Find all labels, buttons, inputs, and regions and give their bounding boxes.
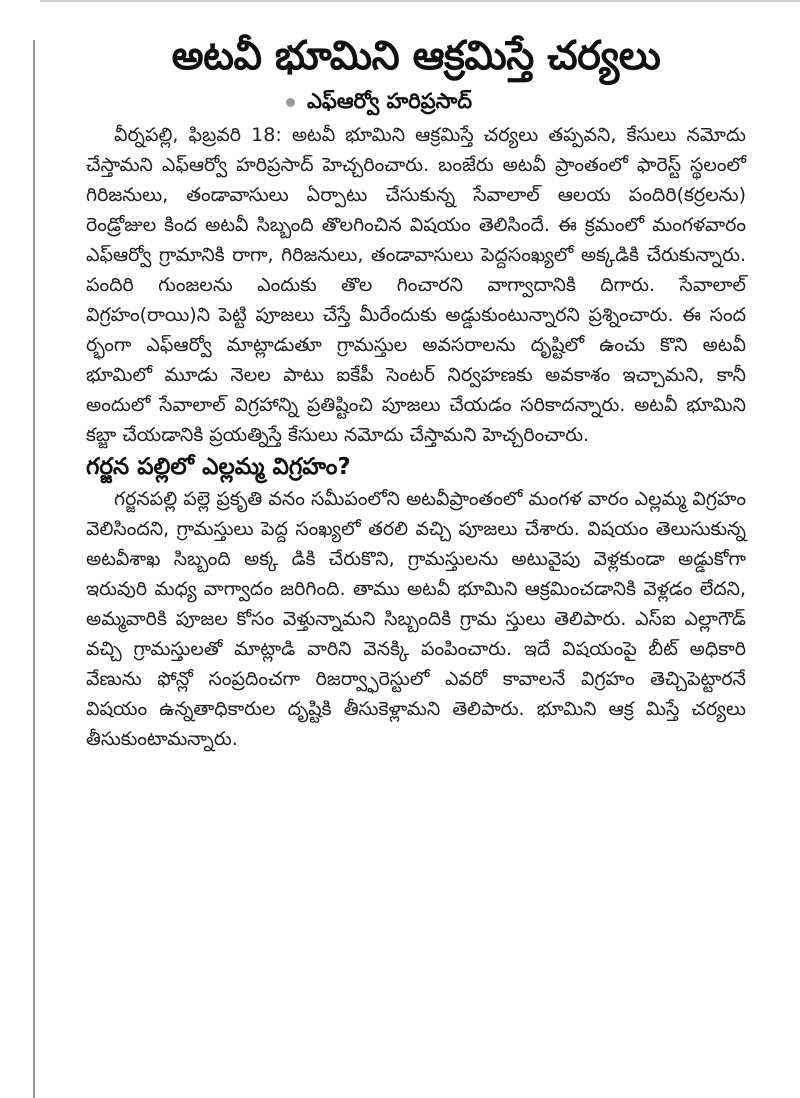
bullet-dot-icon	[286, 98, 295, 107]
article-paragraph-2: గర్జనపల్లి పల్లె ప్రకృతి వనం సమీపంలోని అటవీప్రాంతంలో మంగళ వారం ఎల్లమ్మ విగ్రహం వెలిసిందని, గ్రామస్తులు పెద్ద సంఖ్యలో తరలి వచ్చి పూజలు చేశారు. విషయం తెలుసుకున్న అటవీశాఖ సిబ్బంది అక్క డికి చేరుకొని, గ్రామస్తులను అటువైపు వెళ్లకుండా అడ్డుకోగా ఇరువురి మధ్య వాగ్వాదం జరిగింది. తాము అటవీ భూమిని ఆక్రమించడానికి వెళ్లడం లేదని, అమ్మవారికి పూజల కోసం వెళ్తున్నామని సిబ్బందికి గ్రామ స్తులు తెలిపారు. ఎస్ఐ ఎల్లాగౌడ్ వచ్చి గ్రామస్తులతో మాట్లాడి వారిని వెనక్కి పంపించారు. ఇదే విషయంపై బీట్ అధికారి వేణును ఫోన్లో సంప్రదించగా రిజర్వ్ఫారెస్టులో ఎవరో కావాలనే విగ్రహం తెచ్చిపెట్టారనే విషయం ఉన్నతాధికారుల దృష్టికి తీసుకెళ్లామని తెలిపారు. భూమిని ఆక్ర మిస్తే చర్యలు తీసుకుంటామన్నారు.	[86, 488, 746, 750]
top-divider-line	[40, 0, 800, 2]
next-article-headline-cropped	[200, 1078, 620, 1098]
article-headline: అటవీ భూమిని ఆక్రమిస్తే చర్యలు	[171, 33, 661, 79]
news-article	[86, 28, 746, 754]
article-subheading: గర్జన పల్లిలో ఎల్లమ్మ విగ్రహం?	[86, 454, 351, 480]
article-byline	[86, 86, 746, 116]
left-column-rule	[33, 40, 35, 1098]
byline-author: ఎఫ్ఆర్వో హరిప్రసాద్	[307, 89, 473, 113]
article-paragraph-1: వీర్నపల్లి, ఫిబ్రవరి 18: అటవీ భూమిని ఆక్రమిస్తే చర్యలు తప్పవని, కేసులు నమోదు చేస్తామని ఎఫ్ఆర్వో హరిప్రసాద్ హెచ్చరించారు. బంజేరు అటవీ ప్రాంతంలో ఫారెస్ట్ స్థలంలో గిరిజనులు, తండావాసులు ఏర్పాటు చేసుకున్న సేవాలాల్ ఆలయ పందిరి(కర్రలను) రెండ్రోజుల కింద అటవీ సిబ్బంది తొలగించిన విషయం తెలిసిందే. ఈ క్రమంలో మంగళవారం ఎఫ్ఆర్వో గ్రామానికి రాగా, గిరిజనులు, తండావాసులు పెద్దసంఖ్యలో అక్కడికి చేరుకున్నారు. పందిరి గుంజలను ఎందుకు తొల గించారని వాగ్వాదానికి దిగారు. సేవాలాల్ విగ్రహం(రాయి)ని పెట్టి పూజలు చేస్తే మీరేందుకు అడ్డుకుంటున్నారని ప్రశ్నించారు. ఈ సంద ర్భంగా ఎఫ్ఆర్వో మాట్లాడుతూ గ్రామస్తుల అవసరాలను దృష్టిలో ఉంచు కొని అటవీ భూమిలో మూడు నెలల పాటు ఐకేపీ సెంటర్ నిర్వహణకు అవకాశం ఇచ్చామని, కానీ అందులో సేవాలాల్ విగ్రహాన్ని ప్రతిష్టించి పూజలు చేయడం సరికాదన్నారు. అటవీ భూమిని కబ్జా చేయడానికి ప్రయత్నిస్తే కేసులు నమోదు చేస్తామని హెచ్చరించారు.	[86, 124, 746, 446]
